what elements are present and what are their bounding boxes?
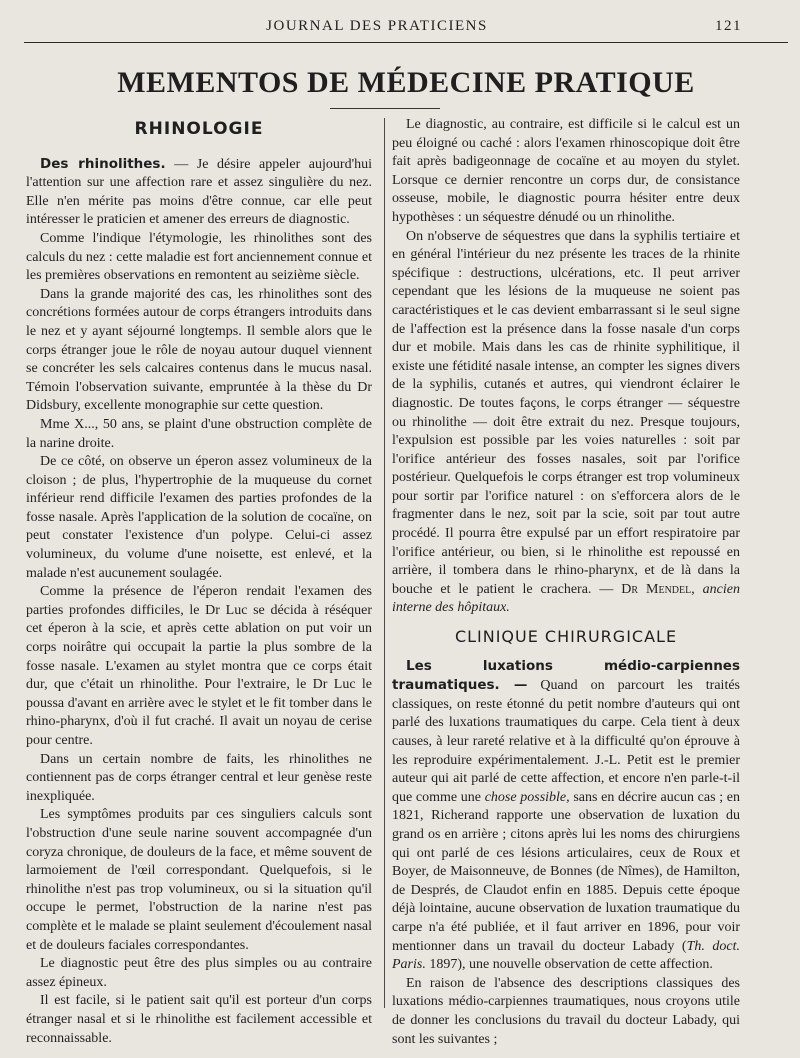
- paragraph-text: — Je désire appeler aujourd'hui l'attention sur une affection rare et assez singulière du nez. Elle n'en mérite pas moins d'être connue, car elle peut intéresser le praticien et amener des erreurs de diagnostic.: [26, 156, 372, 228]
- italic-phrase: chose possible,: [484, 789, 570, 805]
- paragraph-text: Quand on parcourt les traités classiques, on reste étonné du petit nombre d'auteurs qui ont parlé des luxations traumatiques du carpe. Cela tient à deux causes, à leur rareté relative et à la difficulté qu'on éprouve à les reproduire expérimentalement. J.-L. Petit est le premier auteur qui ait parlé de cette affection, et encore n'en parle-t-il que comme une: [392, 678, 740, 805]
- section-heading-rhinologie: RHINOLOGIE: [134, 119, 264, 139]
- paragraph: Comme l'indique l'étymologie, les rhinolithes sont des calculs du nez : cette maladie est fort anciennement connue et les premières observations en remontent au seizième siècle.: [26, 230, 372, 284]
- paragraph-text: On n'observe de séquestres que dans la syphilis tertiaire et en général l'intérieur du nez présente les traces de la rhinite spécifique : destructions, ulcérations, etc. Il peut arriver cependant que les lésions de la muqueuse ne soient pas caractéristiques et le cas devient embarrassant si le seul signe de l'affection est la présence dans la fosse nasale d'un corps dur et mobile. Mais dans les cas de rhinite syphilitique, il existe une fétidité nasale intense, an compter les signes divers de la syphilis, cutanés et autres, qui viendront éclairer le diagnostic. De toutes façons, le corps étranger — séquestre ou rhinolithe — doit être extrait du nez. Presque toujours, l'expulsion est possible par les voies naturelles : soit par l'orifice antérieur des fosses nasales, soit par l'orifice postérieur. Quelquefois le corps étranger est trop volumineux pour sortir par l'orifice naturel : on s'efforcera alors de le fragmenter dans le nez, soit par la scie, soit par tout autre procédé. Il pourra être expulsé par un effort respiratoire par l'orifice antérieur, ou bien, si le rhinolithe est repoussé en arrière, il tombera dans le rhino-pharynx, et de là dans la bouche et le patient le crachera. —: [392, 228, 740, 597]
- author-affiliation: ancien interne des hôpitaux.: [392, 581, 740, 616]
- paragraph: Les symptômes produits par ces singuliers calculs sont l'obstruction d'une seule narine souvent accompagnée d'un coryza chronique, de douleurs de la face, et même souvent de larmoiement de l'œil correspondant. Quelquefois, si le rhinolithe n'est pas trop volumineux, ou si la situation qu'il occupe le permet, l'obstruction de la narine n'est pas complète et le malade se plaint seulement d'écoulement nasal et de douleurs faciales correspondantes.: [26, 807, 372, 953]
- paragraph-text: sans en décrire aucun cas ; en 1821, Richerand rapporte une observation de luxation du grand os en arrière ; citons après lui les noms des chirurgiens qui ont parlé de ces lésions articulaires, ceux de Roux et Boyer, de Maisonneuve, de Bonnes (de Nîmes), de Hamilton, de Després, de Claudot enfin en 1885. Depuis cette époque déjà lointaine, aucune observation de luxation traumatique du carpe n'a été publiée, et il faut arriver en 1896, pour voir mentionner dans un travail du docteur Labady (: [392, 789, 741, 954]
- paragraph: Il est facile, si le patient sait qu'il est porteur d'un corps étranger nasal et si le rhinolithe est facilement accessible et reconnaissable.: [26, 993, 372, 1046]
- right-column: [392, 116, 740, 1049]
- page-number: 121: [715, 18, 742, 34]
- paragraph: Comme la présence de l'éperon rendait l'examen des parties profondes difficiles, le Dr Luc se décida à réséquer cet éperon à la scie, et après cette ablation on put voir un corps noirâtre qui occupait la partie la plus sombre de la fosse nasale. L'examen au stylet montra que ce corps était dur, que c'était un rhinolithe. Pour l'extraire, le Dr Luc le poussa d'avant en arrière avec le stylet et le fit tomber dans le rhino-pharynx, d'où il fut craché. Il avait un noyau de cerise pour centre.: [26, 584, 372, 748]
- paragraph: En raison de l'absence des descriptions classiques des luxations médio-carpiennes traumatiques, nous croyons utile de donner les conclusions du travail du docteur Labady, qui sont les suivantes ;: [392, 975, 740, 1047]
- left-column: [26, 116, 372, 1048]
- citation: Th. doct. Paris.: [392, 938, 740, 973]
- paragraph: Le diagnostic, au contraire, est difficile si le calcul est un peu éloigné ou caché : alors l'examen rhinoscopique doit être fait après badigeonnage de cocaïne et au moyen du stylet. Lorsque ce dernier rencontre un corps dur, de consistance osseuse, mobile, le diagnostic pourra hésiter entre deux hypothèses : un séquestre dénudé ou un rhinolithe.: [392, 117, 740, 225]
- paragraph: [26, 155, 372, 230]
- paragraph: [392, 657, 740, 975]
- title-underline: [330, 108, 440, 109]
- paragraph: Le diagnostic peut être des plus simples ou au contraire assez épineux.: [26, 956, 372, 990]
- header-rule: [24, 42, 788, 43]
- section-heading-clinique: CLINIQUE CHIRURGICALE: [454, 627, 678, 647]
- page-title: MEMENTOS DE MÉDECINE PRATIQUE: [117, 66, 695, 99]
- paragraph: De ce côté, on observe un éperon assez volumineux de la cloison ; de plus, l'hypertrophie de la muqueuse du cornet inférieur rend difficile l'examen des parties profondes de la fosse nasale. Après l'application de la solution de cocaïne, on peut constater l'existence d'un polype. Celui-ci assez volumineux, du volume d'une noisette, est enlevé, et la malade n'est aucunement soulagée.: [26, 454, 372, 581]
- column-divider: [384, 118, 385, 1008]
- paragraph: Dans la grande majorité des cas, les rhinolithes sont des concrétions formées autour de corps étrangers introduits dans le nez et y ayant séjourné longtemps. Il semble alors que le corps étranger joue le rôle de noyau autour duquel viennent se concréter les sels calcaires contenus dans le mucus nasal. Témoin l'observation suivante, empruntée à la thèse du Dr Didsbury, excellente monographie sur cette question.: [26, 286, 372, 414]
- journal-title: JOURNAL DES PRATICIENS: [266, 18, 488, 34]
- article-lead: Les luxations médio-carpiennes traumatiques. —: [392, 657, 740, 694]
- article-lead: Des rhinolithes.: [40, 155, 166, 172]
- paragraph: Dans un certain nombre de faits, les rhinolithes ne contiennent pas de corps étranger central et leur genèse reste inexpliquée.: [26, 751, 372, 804]
- paragraph: [392, 228, 740, 618]
- author-name: Dr Mendel,: [621, 581, 695, 597]
- paragraph-text: 1897), une nouvelle observation de cette affection.: [425, 957, 713, 973]
- paragraph: Mme X..., 50 ans, se plaint d'une obstruction complète de la narine droite.: [26, 416, 372, 451]
